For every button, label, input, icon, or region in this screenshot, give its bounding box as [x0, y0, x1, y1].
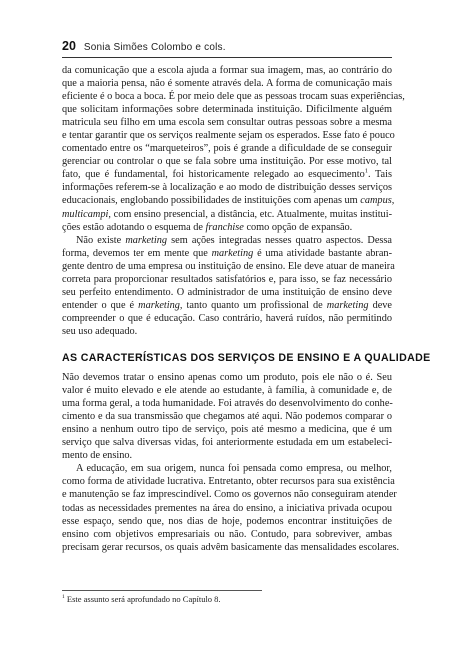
italic-term: marketing [125, 234, 168, 246]
text-segment: Tais [374, 169, 392, 181]
running-head: Sonia Simões Colombo e cols. [83, 42, 226, 53]
text-line [62, 194, 395, 207]
text-line: informações referem-se à localização e ao modo de distribuição desses serviços [62, 182, 392, 194]
italic-term: multicampi [62, 208, 109, 220]
body-text [62, 64, 431, 554]
text-line: comentado entre os “marqueteiros”, pois é grande a dificuldade de se conseguir [62, 143, 392, 155]
text-segment: deve [372, 299, 392, 311]
text-segment: forma, devemos ter em mente que [62, 247, 208, 259]
footnote-number: 1 [62, 594, 65, 601]
text-line [62, 299, 392, 312]
italic-term: marketing, [138, 299, 183, 311]
text-line: gerenciar ou controlar o que se fala sobre uma instituição. Por esse motivo, tal [62, 156, 392, 168]
text-line: compreender o que é educação. Caso contrário, haverá ruídos, não permitindo [62, 312, 392, 324]
text-line: precisam gerar recursos, os quais advêm basicamente das mensalidades escolares. [62, 541, 400, 553]
text-segment: Não existe [76, 234, 122, 246]
text-line: ensino com objetivos empresariais ou não. Contudo, para sobreviver, ambas [62, 528, 392, 540]
paragraph-4 [62, 462, 400, 553]
text-line: correta para proporcionar resultados satisfatórios e, para isso, se faz necessário [62, 273, 392, 285]
text-segment: sem ações integradas nesses quatro aspectos. Dessa [171, 234, 393, 246]
text-line: que a maioria pensa, não é somente através dela. A forma de comunicação mais [62, 78, 392, 90]
text-segment: tanto quanto um profissional de [186, 299, 323, 311]
text-line: gente dentro de uma empresa ou instituição de ensino. Ele deve atuar de maneira [62, 260, 395, 272]
paragraph-1 [62, 64, 405, 234]
text-line: e manutenção se faz imprescindível. Como os governos não conseguiram atender [62, 489, 397, 501]
paragraph-2 [62, 234, 395, 338]
text-line [62, 247, 392, 260]
text-line [62, 234, 392, 247]
text-line: mento de ensino. [62, 450, 133, 462]
text-segment: com ensino presencial, a distância, etc. Atualmente, muitas institui- [113, 208, 392, 220]
text-line: serviço que salva diversas vidas, foi anteriormente estudada em um estabeleci- [62, 437, 392, 449]
header-rule [62, 57, 392, 58]
text-line: e tentar garantir que os serviços realmente sejam os esperados. Esse fato é pouco [62, 130, 395, 142]
text-line: ensino a nenhum outro tipo de serviço, pois até mesmo a medicina, que é um [62, 424, 392, 436]
text-segment: ções estão adotando o esquema de [62, 221, 203, 233]
text-segment: é uma atividade bastante abran- [257, 247, 393, 259]
footnote-marker[interactable]: 1 [364, 167, 368, 175]
text-line: da comunicação que a escola ajuda a formar sua imagem, mas, ao contrário do [62, 65, 392, 76]
text-line: matricula seu filho em uma escola sem consultar outras pessoas sobre a mesma [62, 117, 392, 129]
text-line: cimento e da sua transmissão que chegamos até aqui. Não podemos comparar o [62, 411, 392, 423]
footnote-rule [62, 590, 262, 591]
text-line: todas as necessidades prementes na área do ensino, a iniciativa privada ocupou [62, 502, 392, 514]
text-line: eficiente é o boca a boca. É por meio dele que as pessoas trocam suas experiências, [62, 91, 405, 103]
text-line: fato, que é fundamental, foi historicamente relegado ao esquecimento$^1$. Tais [62, 167, 392, 181]
italic-term: marketing [211, 247, 254, 259]
italic-term: marketing [326, 299, 369, 311]
text-line: multicampi, com ensino presencial, a distância, etc. Atualmente, muitas institui- [62, 208, 392, 220]
paragraph-3 [62, 371, 392, 462]
page-header [62, 39, 226, 53]
text-line [62, 221, 392, 234]
italic-term: franchise [205, 221, 244, 233]
text-line: que solicitam informações sobre determinada instituição. Dificilmente alguém [62, 104, 392, 116]
italic-term: campus, [360, 195, 395, 207]
text-segment: como opção de expansão. [246, 221, 353, 233]
text-segment: entender o que é [62, 299, 135, 311]
text-line: uma forma geral, a toda humanidade. Foi através do desenvolvimento do conhe- [62, 398, 393, 410]
text-line: seu perfeito entendimento. O administrador de uma instituição de ensino deve [62, 286, 392, 298]
text-segment: educacionais, englobando possibilidades de instituições com apenas um [62, 195, 358, 207]
text-line: seu uso adequado. [62, 325, 138, 337]
text-line: como forma de atividade lucrativa. Entretanto, obter recursos para sua existência [62, 476, 395, 488]
text-line: esse espaço, sendo que, nos dias de hoje, podemos encontrar instituições de [62, 515, 392, 527]
page-number: 20 [62, 39, 76, 53]
footnote [62, 594, 221, 604]
section-heading: AS CARACTERÍSTICAS DOS SERVIÇOS DE ENSINO E A QUALIDADE [62, 351, 431, 364]
text-line: valor é muito elevado e ele atende ao estudante, à família, à comunidade e, de [62, 385, 392, 397]
text-segment: fato, que é fundamental, foi historicamente relegado ao esquecimento [62, 169, 365, 181]
footnote-text: Este assunto será aprofundado no Capítulo 8. [66, 594, 221, 604]
text-line: Não devemos tratar o ensino apenas como um produto, pois ele não o é. Seu [62, 372, 392, 384]
text-line: A educação, em sua origem, nunca foi pensada como empresa, ou melhor, [76, 463, 392, 475]
